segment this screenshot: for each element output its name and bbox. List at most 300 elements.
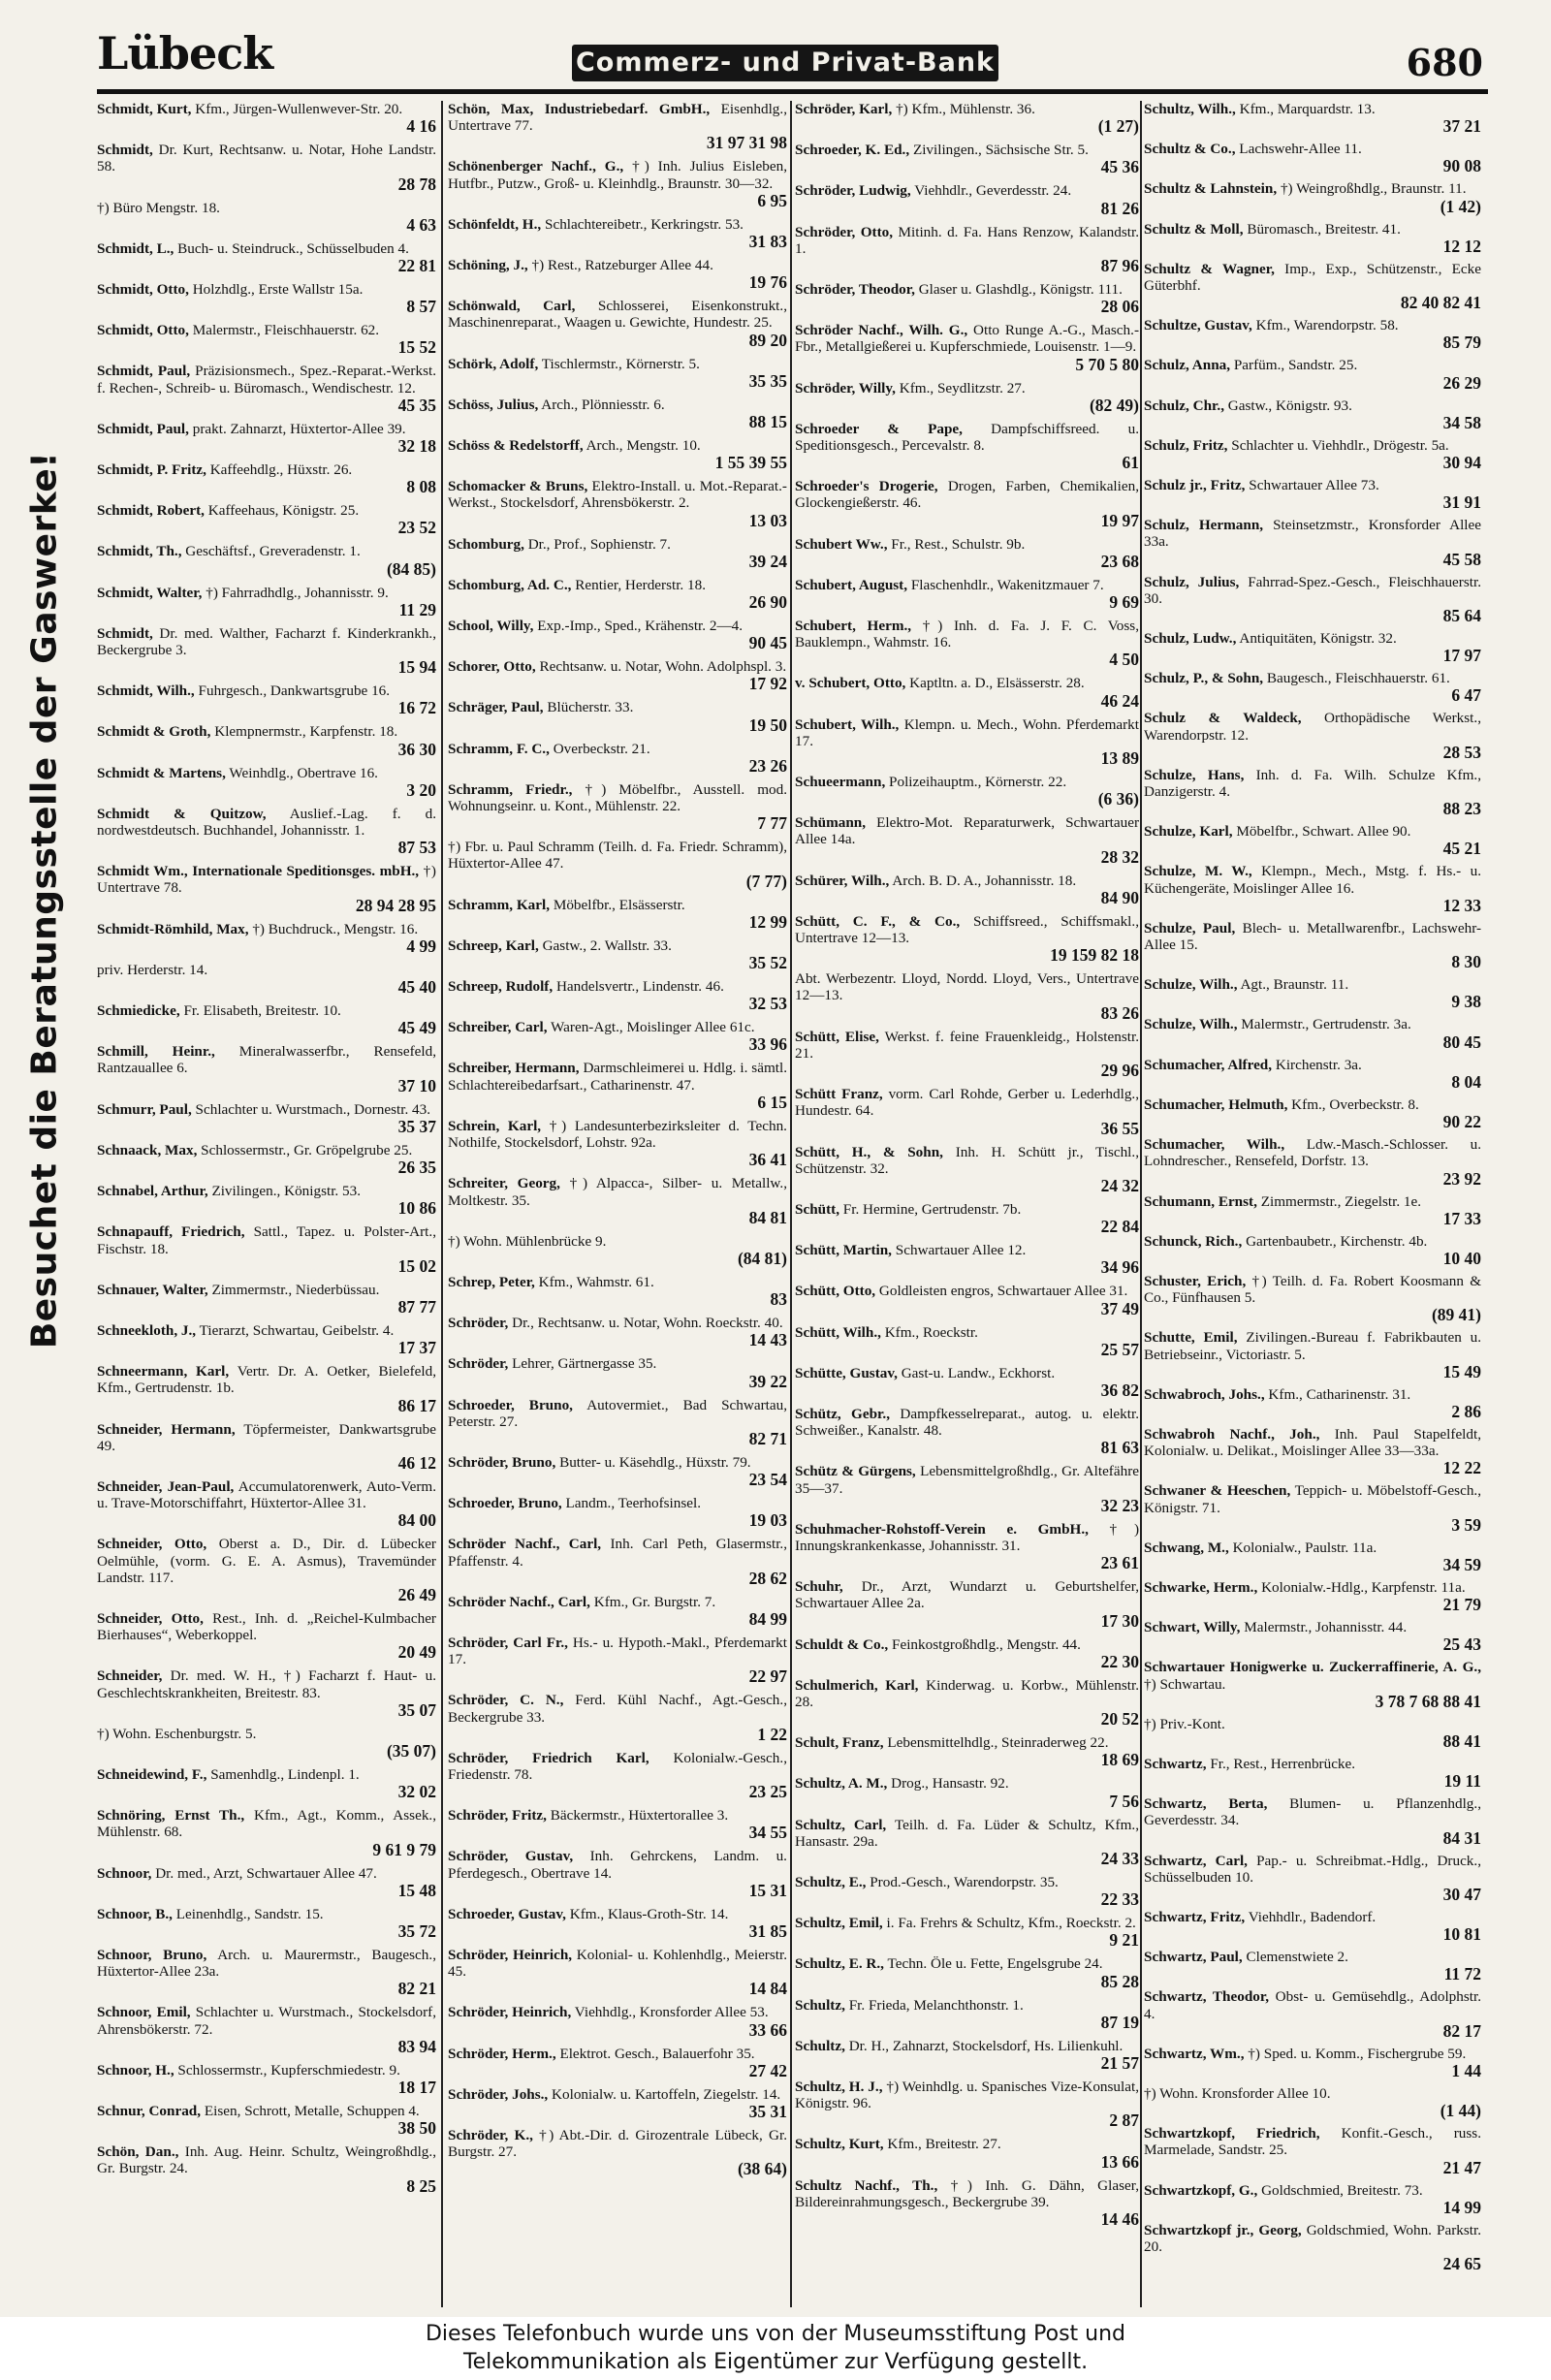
entry-details: Agt., Braunstr. 11.	[1240, 976, 1349, 994]
entry-text	[1144, 477, 1481, 493]
entry-name: Schütz & Gürgens,	[795, 1463, 916, 1480]
directory-entry	[448, 1750, 787, 1801]
entry-text	[97, 921, 436, 937]
entry-name: Schreiber, Carl,	[448, 1019, 548, 1036]
directory-entry	[448, 699, 787, 734]
entry-name: Schultz, Kurt,	[795, 2136, 884, 2153]
entry-text	[795, 101, 1139, 117]
entry-phone-number: 82 40 82 41	[1400, 293, 1481, 313]
entry-details: Schlachter u. Wurstmach., Stockelsdorf, Ahrensbökerstr. 72.	[97, 2004, 436, 2038]
directory-entry	[448, 741, 787, 776]
directory-entry	[448, 1634, 787, 1686]
entry-text	[1144, 2125, 1481, 2158]
directory-entry	[97, 585, 436, 619]
entry-details: i. Fa. Frehrs & Schultz, Kfm., Roeckstr. 2.	[886, 1915, 1136, 1932]
entry-text	[1144, 1659, 1481, 1692]
entry-name: Schultz, H. J.,	[795, 2078, 883, 2095]
entry-name: Schröder, Ludwig,	[795, 182, 911, 200]
directory-entry	[1144, 397, 1481, 432]
directory-entry	[795, 814, 1139, 866]
entry-phone-number: 36 41	[748, 1150, 787, 1170]
directory-entry	[448, 1397, 787, 1448]
entry-phone-number: 22 81	[397, 256, 436, 276]
entry-text	[97, 765, 436, 781]
entry-details: †) Inh. G. Dähn, Glaser, Bildereinrahmungsgesch., Beckergrube 39.	[795, 2176, 1139, 2210]
directory-entry	[1144, 477, 1481, 512]
entry-details: Dr. H., Zahnarzt, Stockelsdorf, Hs. Lilienkuhl.	[848, 2037, 1124, 2054]
entry-details: Butter- u. Käsehdlg., Hüxstr. 79.	[559, 1453, 751, 1471]
entry-text	[1144, 1057, 1481, 1073]
entry-text	[448, 1175, 787, 1208]
entry-name: Schmidt,	[97, 142, 153, 159]
entry-details: Klempn. u. Mech., Wohn. Pferdemarkt 17.	[795, 715, 1139, 749]
entry-phone-number: 8 25	[406, 2175, 436, 2196]
entry-text	[795, 536, 1139, 553]
entry-text	[97, 723, 436, 740]
entry-name: Schröder, Willy,	[795, 379, 896, 397]
directory-entry	[1144, 2046, 1481, 2080]
entry-details: †) Sped. u. Komm., Fischergrube 59.	[1248, 2045, 1467, 2062]
entry-phone-number: 84 99	[748, 1608, 787, 1629]
directory-entry	[795, 873, 1139, 907]
entry-details: Inh. Paul Stapelfeldt, Kolonialw. u. Delikat., Moislinger Allee 33—33a.	[1144, 1425, 1481, 1460]
entry-phone-number: 31 85	[748, 1920, 787, 1941]
entry-phone-number: 15 31	[748, 1880, 787, 1900]
entry-details: Malermstr., Fleischhauerstr. 62.	[192, 322, 380, 339]
entry-name: Schreep, Rudolf,	[448, 978, 554, 996]
entry-name: Schwartzkopf, Friedrich,	[1144, 2125, 1320, 2142]
directory-entry	[97, 1807, 436, 1858]
entry-name: Schomburg,	[448, 535, 524, 553]
entry-text	[1144, 261, 1481, 294]
entry-details: Waren-Agt., Moislinger Allee 61c.	[551, 1019, 755, 1036]
entry-phone-number: 84 81	[748, 1207, 787, 1227]
entry-details: prakt. Zahnarzt, Hüxtertor-Allee 39.	[192, 420, 406, 437]
entry-details: Dr., Prof., Sophienstr. 7.	[527, 535, 671, 553]
directory-entry	[795, 1955, 1139, 1990]
directory-entry	[448, 1233, 787, 1268]
entry-name: Schütt, Elise,	[795, 1028, 879, 1045]
entry-name: Schroeder, Bruno,	[448, 1396, 573, 1413]
entry-name: Schröder, Heinrich,	[448, 1946, 573, 1963]
entry-phone-number: 45 21	[1442, 839, 1481, 859]
entry-phone-number: (38 64)	[737, 2159, 787, 2179]
entry-phone-number: 87 53	[397, 838, 436, 858]
entry-details: Techn. Öle u. Fette, Engelsgrube 24.	[887, 1955, 1103, 1973]
directory-entry	[97, 363, 436, 414]
entry-name: Schmidt, P. Fritz,	[97, 461, 206, 479]
entry-phone-number: 13 66	[1100, 2151, 1139, 2172]
entry-text	[448, 839, 787, 872]
entry-phone-number: 2 86	[1451, 1401, 1481, 1421]
entry-details: Kaptltn. a. D., Elsässerstr. 28.	[909, 675, 1085, 692]
entry-text	[448, 1233, 787, 1250]
entry-details: Inh. Aug. Heinr. Schultz, Weingroßhdlg., Gr. Burgstr. 24.	[97, 2143, 436, 2177]
entry-text	[97, 1322, 436, 1339]
entry-text	[795, 1521, 1139, 1554]
entry-phone-number: 27 42	[748, 2060, 787, 2080]
entry-phone-number: 22 97	[748, 1666, 787, 1687]
entry-text	[795, 1365, 1139, 1381]
entry-phone-number: 14 84	[748, 1979, 787, 1999]
directory-entry	[1144, 976, 1481, 1011]
directory-entry	[795, 913, 1139, 965]
entry-name: Schultz,	[795, 2037, 845, 2054]
entry-details: Ferd. Kühl Nachf., Agt.-Gesch., Beckergrube 33.	[448, 1692, 787, 1726]
entry-text	[97, 1421, 436, 1454]
entry-name: Schröder, Gustav,	[448, 1848, 574, 1865]
entry-details: Kfm., Overbeckstr. 8.	[1291, 1095, 1419, 1113]
entry-text	[448, 978, 787, 995]
entry-text	[795, 1874, 1139, 1890]
entry-details: Parfüm., Sandstr. 25.	[1233, 357, 1358, 374]
entry-name: Schreiber, Hermann,	[448, 1060, 580, 1077]
entry-name: Schorer, Otto,	[448, 658, 536, 676]
entry-details: Sattl., Tapez. u. Polster-Art., Fischstr. 18.	[97, 1223, 436, 1257]
directory-entry	[1144, 1426, 1481, 1477]
entry-details: Feinkostgroßhdlg., Mengstr. 44.	[892, 1635, 1081, 1653]
entry-name: Schulz jr., Fritz,	[1144, 477, 1246, 494]
entry-text	[795, 224, 1139, 257]
entry-name: Schröder, Theodor,	[795, 281, 915, 299]
entry-text	[448, 1947, 787, 1980]
entry-details: Zimmermstr., Niederbüssau.	[211, 1281, 380, 1298]
entry-name: Schwabroh Nachf., Joh.,	[1144, 1425, 1320, 1443]
entry-name: Schröder, Karl,	[795, 101, 893, 117]
entry-name: Schröder Nachf., Carl,	[448, 1536, 602, 1553]
entry-name: Schmidt, Paul,	[97, 363, 191, 380]
entry-text	[448, 1906, 787, 1922]
directory-entry	[1144, 767, 1481, 818]
entry-details: Steinsetzmstr., Kronsforder Allee 33a.	[1144, 517, 1481, 551]
entry-text	[448, 356, 787, 372]
entry-details: Kfm., Warendorpstr. 58.	[1255, 317, 1399, 334]
entry-phone-number: 37 10	[397, 1075, 436, 1095]
entry-phone-number: 19 50	[748, 714, 787, 735]
entry-phone-number: 39 24	[748, 551, 787, 571]
entry-text	[97, 1906, 436, 1922]
entry-details: †) Alpacca-, Silber- u. Metallw., Moltkestr. 35.	[448, 1175, 787, 1209]
entry-name: Schneider, Otto,	[97, 1536, 207, 1553]
directory-entry	[795, 1636, 1139, 1671]
entry-details: Klempnermstr., Karpfenstr. 18.	[214, 723, 398, 741]
entry-details: Fr. Elisabeth, Breitestr. 10.	[183, 1002, 341, 1020]
entry-details: †) Buchdruck., Mengstr. 16.	[252, 920, 419, 937]
entry-phone-number: 36 55	[1100, 1118, 1139, 1138]
entry-name: Schultz, Wilh.,	[1144, 101, 1236, 117]
entry-phone-number: 90 08	[1442, 156, 1481, 176]
entry-phone-number: 8 04	[1451, 1071, 1481, 1092]
entry-phone-number: 24 32	[1100, 1175, 1139, 1195]
entry-details: Kolonialw.-Gesch., Friedenstr. 78.	[448, 1749, 787, 1783]
directory-entry	[795, 281, 1139, 316]
entry-phone-number: 20 49	[397, 1642, 436, 1663]
entry-name: Schön, Max, Industriebedarf. GmbH.,	[448, 101, 711, 117]
entry-name: Schutte, Emil,	[1144, 1329, 1238, 1347]
entry-text	[795, 970, 1139, 1003]
directory-entry	[448, 158, 787, 209]
directory-entry	[1144, 1795, 1481, 1847]
directory-entry	[448, 1947, 787, 1998]
entry-text	[1144, 357, 1481, 373]
entry-phone-number: 18 17	[397, 2077, 436, 2097]
entry-phone-number: (1 27)	[1097, 116, 1139, 137]
entry-details: Baugesch., Fleischhauerstr. 61.	[1266, 670, 1450, 687]
entry-details: Kfm., Seydlitzstr. 27.	[899, 379, 1026, 397]
entry-name: Schröder, C. N.,	[448, 1692, 564, 1709]
entry-details: Obst- u. Gemüsehdlg., Adolphstr. 4.	[1144, 1988, 1481, 2022]
directory-entry	[448, 577, 787, 612]
entry-details: Auslief.-Lag. f. d. nordwestdeutsch. Buchhandel, Johannisstr. 1.	[97, 805, 436, 840]
directory-entry	[448, 1175, 787, 1226]
entry-text	[448, 1274, 787, 1290]
footer-line-1: Dieses Telefonbuch wurde uns von der Museumsstiftung Post und	[425, 2322, 1126, 2346]
entry-name: Schueermann,	[795, 774, 886, 791]
entry-name: Schmidt, Otto,	[97, 281, 189, 299]
entry-name: Schuster, Erich,	[1144, 1272, 1247, 1289]
entry-phone-number: 45 49	[397, 1018, 436, 1038]
directory-entry	[1144, 1619, 1481, 1654]
directory-entry	[448, 478, 787, 529]
entry-details: †) Büro Mengstr. 18.	[97, 199, 220, 216]
entry-text	[795, 1201, 1139, 1218]
entry-text	[1144, 1482, 1481, 1515]
entry-text	[97, 2103, 436, 2119]
entry-text	[97, 1536, 436, 1586]
entry-phone-number: 11 72	[1443, 1964, 1481, 1984]
entry-phone-number: 12 12	[1442, 236, 1481, 256]
entry-text	[97, 461, 436, 478]
entry-phone-number: 23 92	[1442, 1168, 1481, 1189]
entry-details: Bäckermstr., Hüxtertorallee 3.	[550, 1807, 729, 1825]
entry-phone-number: 34 96	[1100, 1257, 1139, 1278]
entry-details: Goldleisten engros, Schwartauer Allee 31.	[878, 1283, 1128, 1300]
entry-text	[795, 2038, 1139, 2054]
entry-details: Exp.-Imp., Sped., Krähenstr. 2—4.	[537, 618, 744, 635]
entry-details: †) Kfm., Mühlenstr. 36.	[896, 101, 1035, 117]
directory-entry	[97, 1906, 436, 1941]
entry-details: Möbelfbr., Elsässerstr.	[553, 896, 685, 913]
directory-entry	[448, 1118, 787, 1169]
entry-phone-number: 7 77	[757, 813, 787, 834]
entry-phone-number: 7 56	[1109, 1791, 1139, 1811]
entry-text	[795, 675, 1139, 691]
entry-phone-number: 37 21	[1442, 116, 1481, 137]
entry-details: Teilh. d. Fa. Lüder & Schultz, Kfm., Hansastr. 29a.	[795, 1816, 1139, 1850]
entry-phone-number: (1 44)	[1440, 2101, 1481, 2121]
entry-details: Antiquitäten, Königstr. 32.	[1239, 630, 1397, 648]
entry-name: Schubert, Herm.,	[795, 618, 912, 635]
directory-entry	[448, 1848, 787, 1899]
entry-phone-number: 33 96	[748, 1034, 787, 1055]
entry-name: Schröder, Carl Fr.,	[448, 1634, 568, 1651]
entry-name: Schreep, Karl,	[448, 936, 539, 954]
directory-entry	[448, 536, 787, 571]
entry-details: Dr. med. Walther, Facharzt f. Kinderkrankh., Beckergrube 3.	[97, 624, 436, 659]
entry-details: Holzhdlg., Erste Wallstr 15a.	[192, 281, 364, 299]
entry-details: Kfm., Jürgen-Wullenwever-Str. 20.	[195, 101, 403, 117]
entry-phone-number: 5 70 5 80	[1075, 354, 1139, 374]
entry-phone-number: 83	[770, 1289, 787, 1310]
entry-name: Schulze, Hans,	[1144, 766, 1245, 783]
directory-entry	[795, 2177, 1139, 2229]
directory-entry	[795, 2038, 1139, 2073]
entry-details: Inh. Carl Peth, Glasermstr., Pfaffenstr. 4.	[448, 1536, 787, 1570]
entry-text	[1144, 710, 1481, 743]
entry-name: Schroeder & Pape,	[795, 420, 963, 437]
directory-entry	[795, 2079, 1139, 2130]
entry-name: Schütt Franz,	[795, 1086, 883, 1103]
directory-entry	[1144, 574, 1481, 625]
entry-text	[795, 1086, 1139, 1119]
directory-entry	[795, 1521, 1139, 1572]
entry-name: Schultz & Co.,	[1144, 141, 1236, 158]
directory-entry	[795, 536, 1139, 571]
entry-text	[97, 585, 436, 601]
entry-phone-number: 34 58	[1442, 412, 1481, 432]
directory-entry	[795, 577, 1139, 612]
entry-name: Schulz, Chr.,	[1144, 397, 1224, 414]
entry-name: Schramm, F. C.,	[448, 740, 550, 757]
entry-details: Schiffsreed., Schiffsmakl., Untertrave 12—13.	[795, 912, 1139, 947]
entry-text	[1144, 1539, 1481, 1556]
entry-name: Schnoor, Emil,	[97, 2004, 191, 2021]
entry-text	[448, 618, 787, 634]
directory-entry	[97, 322, 436, 357]
entry-phone-number: 9 21	[1109, 1930, 1139, 1951]
entry-name: Schwartz, Paul,	[1144, 1949, 1243, 1966]
entry-phone-number: 61	[1122, 453, 1139, 473]
directory-entry	[1144, 2222, 1481, 2273]
directory-entry	[1144, 1193, 1481, 1228]
directory-entry	[1144, 630, 1481, 665]
entry-name: Schönfeldt, H.,	[448, 215, 542, 233]
directory-entry	[795, 1817, 1139, 1868]
entry-name: Schultz, E.,	[795, 1873, 867, 1890]
directory-entry	[97, 1667, 436, 1719]
entry-text	[795, 142, 1139, 158]
entry-name: Schultz, Emil,	[795, 1915, 883, 1932]
entry-phone-number: 37 49	[1100, 1298, 1139, 1318]
entry-details: †) Inh. d. Fa. J. F. C. Voss, Bauklempn., Wahmstr. 16.	[795, 618, 1139, 651]
entry-phone-number: 17 33	[1442, 1208, 1481, 1228]
entry-details: Elektrot. Gesch., Balauerfohr 35.	[559, 2045, 755, 2062]
entry-phone-number: 10 86	[397, 1198, 436, 1219]
entry-name: Schulz, Julius,	[1144, 573, 1240, 590]
entry-phone-number: 22 30	[1100, 1651, 1139, 1671]
entry-name: Schultz Nachf., Th.,	[795, 2176, 938, 2194]
directory-entry	[795, 774, 1139, 809]
entry-name: Schulz, P., & Sohn,	[1144, 670, 1264, 687]
entry-text	[1144, 670, 1481, 686]
entry-text	[795, 1677, 1139, 1710]
entry-name: Schulze, Paul,	[1144, 919, 1236, 936]
entry-name: Schröder, K.,	[448, 2126, 533, 2143]
directory-entry	[448, 101, 787, 152]
entry-details: Schlosserei, Eisenkonstrukt., Maschinenreparat., Waagen u. Gewichte, Hundestr. 25.	[448, 298, 787, 332]
directory-entry	[1144, 1386, 1481, 1421]
entry-text	[448, 158, 787, 191]
entry-name: Schneider, Hermann,	[97, 1420, 236, 1438]
entry-details: †) Möbelfbr., Ausstell. mod. Wohnungseinr. u. Kont., Mühlenstr. 22.	[448, 780, 787, 815]
entry-text	[448, 2004, 787, 2020]
entry-details: Schlachter u. Wurstmach., Dornestr. 43.	[195, 1100, 431, 1118]
entry-text	[1144, 1426, 1481, 1459]
entry-text	[795, 1324, 1139, 1341]
entry-phone-number: 32 53	[748, 994, 787, 1014]
entry-details: Präzisionsmech., Spez.-Reparat.-Werkst. f. Rechen-, Schreib- u. Büromasch., Wendischestr. 12.	[97, 363, 436, 397]
entry-phone-number: 36 30	[397, 739, 436, 759]
entry-details: Mineralwasserfbr., Rensefeld, Rantzauallee 6.	[97, 1043, 436, 1077]
entry-phone-number: 87 19	[1100, 2012, 1139, 2032]
entry-text	[795, 2136, 1139, 2152]
directory-entry	[97, 1478, 436, 1530]
entry-details: Viehhdlg., Kronsforder Allee 53.	[574, 2004, 769, 2021]
entry-text	[97, 421, 436, 437]
entry-text	[97, 863, 436, 896]
entry-details: Teppich- u. Möbelstoff-Gesch., Königstr. 71.	[1144, 1482, 1481, 1516]
entry-details: Prod.-Gesch., Warendorpstr. 35.	[870, 1873, 1059, 1890]
entry-name: Schneidewind, F.,	[97, 1765, 207, 1783]
directory-entry	[448, 658, 787, 693]
entry-name: Schröder,	[448, 1315, 509, 1332]
entry-details: Darmschleimerei u. Hdlg. i. sämtl. Schlachtereibedarfsart., Catharinenstr. 47.	[448, 1060, 787, 1094]
entry-phone-number: (6 36)	[1097, 789, 1139, 809]
entry-phone-number: 4 63	[406, 214, 436, 235]
directory-entry	[1144, 317, 1481, 352]
entry-text	[795, 1406, 1139, 1439]
entry-text	[1144, 1386, 1481, 1403]
entry-text	[97, 1282, 436, 1298]
entry-phone-number: 8 08	[406, 477, 436, 497]
entry-details: †) Rest., Ratzeburger Allee 44.	[531, 257, 713, 274]
directory-entry	[448, 1315, 787, 1349]
directory-entry	[97, 1363, 436, 1414]
entry-details: Kfm., Wahmstr. 61.	[538, 1273, 654, 1290]
entry-text	[795, 1463, 1139, 1496]
entry-phone-number: 19 11	[1443, 1771, 1481, 1792]
entry-phone-number: (84 81)	[737, 1248, 787, 1268]
entry-text	[97, 1807, 436, 1840]
entry-details: †) Innungskrankenkasse, Johannisstr. 31.	[795, 1520, 1139, 1554]
entry-details: †) Teilh. d. Fa. Robert Koosmann & Co., Fünfhausen 5.	[1144, 1272, 1481, 1307]
entry-name: Schütz, Gebr.,	[795, 1405, 890, 1422]
entry-name: Schwartz, Theodor,	[1144, 1988, 1270, 2006]
entry-name: Schultz & Lahnstein,	[1144, 180, 1278, 198]
entry-text	[448, 478, 787, 511]
entry-phone-number: 16 72	[397, 698, 436, 718]
entry-phone-number: 81 63	[1100, 1438, 1139, 1458]
entry-name: Schmidt-Römhild, Max,	[97, 920, 249, 937]
entry-details: Handelsvertr., Lindenstr. 46.	[555, 978, 724, 996]
entry-name: Schnoor, Bruno,	[97, 1946, 207, 1963]
entry-details: Kfm., Gr. Burgstr. 7.	[593, 1593, 716, 1610]
entry-text	[1144, 823, 1481, 840]
directory-entry	[1144, 101, 1481, 136]
entry-phone-number: 19 159 82 18	[1050, 945, 1139, 966]
entry-phone-number: 26 29	[1442, 372, 1481, 393]
entry-details: Vertr. Dr. A. Oetker, Bielefeld, Kfm., Gertrudenstr. 1b.	[97, 1363, 436, 1397]
entry-phone-number: 82 71	[748, 1428, 787, 1448]
entry-name: Schreiter, Georg,	[448, 1175, 560, 1192]
entry-text	[1144, 1233, 1481, 1250]
directory-entry	[97, 2062, 436, 2097]
directory-entry	[795, 1874, 1139, 1909]
entry-details: Goldschmied, Wohn. Parkstr. 20.	[1144, 2221, 1481, 2255]
entry-text	[448, 1634, 787, 1667]
directory-entry	[795, 478, 1139, 529]
entry-name: Schmidt & Groth,	[97, 723, 211, 741]
